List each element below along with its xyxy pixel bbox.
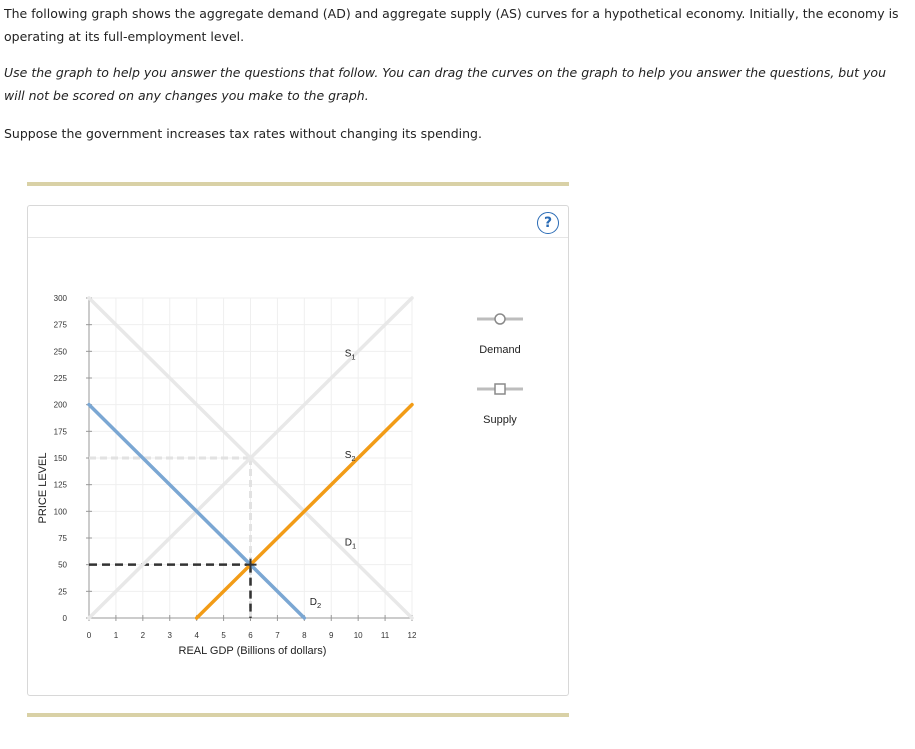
legend-label: Demand (479, 344, 521, 356)
legend-square-handle (495, 384, 505, 394)
ad-as-chart[interactable] (28, 206, 568, 695)
y-tick-label: 275 (53, 320, 67, 330)
y-tick-label: 125 (53, 480, 67, 490)
x-tick-label: 8 (302, 631, 307, 640)
bottom-divider (27, 713, 569, 717)
x-tick-label: 7 (275, 631, 280, 640)
y-tick-label: 50 (58, 560, 67, 570)
legend-circle-handle (495, 314, 505, 324)
y-tick-label: 150 (53, 454, 67, 463)
help-icon[interactable]: ? (537, 212, 559, 234)
x-tick-label: 1 (113, 631, 119, 640)
y-tick-label: 250 (53, 347, 67, 357)
x-tick-label: 2 (140, 631, 146, 640)
x-tick-label: 0 (86, 631, 92, 640)
x-tick-label: 11 (380, 631, 390, 640)
y-tick-label: 200 (53, 400, 67, 410)
curve-label-d2: $D_2$ (309, 597, 322, 611)
y-axis-title: PRICE LEVEL (37, 452, 49, 524)
curve-label-d1: $D_1$ (344, 537, 357, 551)
y-tick-label: 0 (62, 614, 67, 623)
y-tick-label: 75 (58, 534, 67, 543)
legend-item-demand[interactable] (477, 314, 523, 356)
x-tick-label: 4 (194, 631, 199, 640)
curve-label-s1: $S_1$ (344, 348, 356, 362)
scenario-text: Suppose the government increases tax rates without changing its spending. (4, 126, 482, 141)
legend-item-supply[interactable] (477, 384, 523, 426)
x-tick-label: 3 (167, 631, 172, 640)
x-tick-label: 12 (407, 631, 417, 640)
x-tick-label: 5 (221, 631, 226, 640)
intro-text: The following graph shows the aggregate demand (AD) and aggregate supply (AS) curves for a hypothetical economy. Initially, the economy is operating at its full-employment level. (4, 6, 899, 44)
x-tick-label: 6 (248, 631, 253, 640)
y-tick-label: 25 (58, 587, 67, 597)
y-tick-label: 175 (53, 427, 67, 437)
y-tick-label: 100 (53, 507, 67, 517)
x-axis-title: REAL GDP (Billions of dollars) (178, 645, 327, 657)
x-tick-label: 9 (329, 631, 334, 640)
instructions-text: Use the graph to help you answer the questions that follow. You can drag the curves on the graph to help you answer the questions, but you will not be scored on any changes you make to the graph. (4, 65, 886, 103)
y-tick-label: 225 (53, 374, 67, 383)
graph-panel (27, 205, 569, 696)
curve-label-s2: $S_2$ (344, 450, 356, 463)
x-tick-label: 10 (353, 631, 363, 640)
top-divider (27, 182, 569, 186)
legend-label: Supply (483, 414, 517, 426)
y-tick-label: 300 (53, 294, 67, 303)
